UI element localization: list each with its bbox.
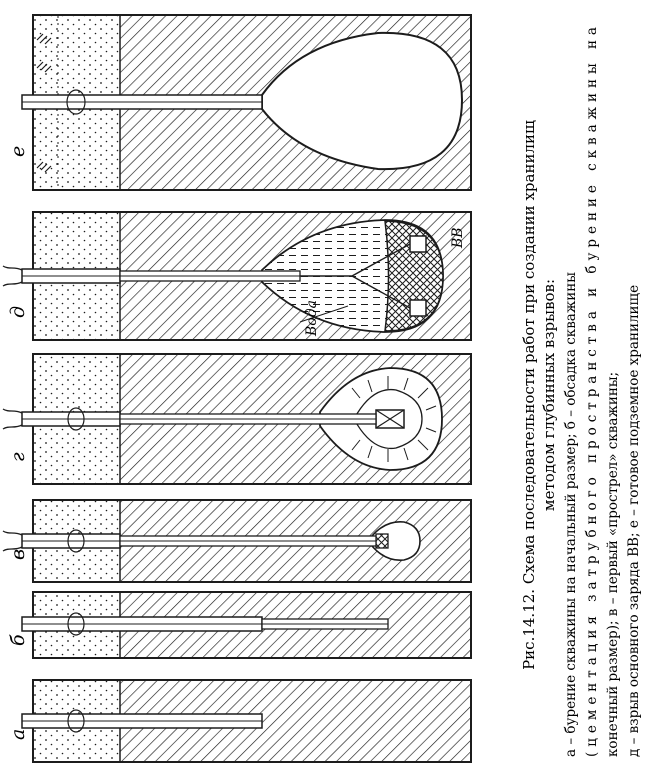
- panel-v-letter: в: [7, 548, 29, 560]
- panel-b-letter: б: [7, 634, 29, 646]
- panel-d-wires: [3, 266, 22, 286]
- panel-d-water-label: Вода: [304, 300, 320, 336]
- caption-line-1: а – бурение скважины на начальный размер; б – обсадка скважины: [563, 271, 579, 757]
- panel-g-letter: г: [7, 452, 29, 462]
- caption-title-line-1: Рис.14.12. Схема последовательности работ при создании хранилищ: [520, 120, 538, 670]
- caption-line-2: (цементация затрубного пространства и бурение скважины на: [584, 26, 600, 757]
- panel-a: [7, 680, 471, 762]
- panel-e-letter: е: [7, 145, 29, 157]
- panel-g-wires: [3, 409, 22, 429]
- panel-e: [7, 15, 471, 190]
- panel-d-charge-box-1: [410, 236, 426, 252]
- caption-line-4: д – взрыв основного заряда ВВ; е – готовое подземное хранилище: [626, 284, 642, 757]
- panel-a-letter: а: [7, 728, 29, 740]
- panel-d-charge-box-2: [410, 300, 426, 316]
- panel-v: [3, 500, 471, 582]
- panel-v-charge: [376, 534, 388, 548]
- panel-b: [7, 592, 471, 658]
- caption-title-line-2: методом глубинных взрывов:: [540, 278, 558, 512]
- panel-v-wires: [3, 531, 22, 551]
- panel-g: [3, 354, 471, 484]
- panel-d: [3, 212, 471, 340]
- panel-d-explosive-label: ВВ: [450, 227, 466, 248]
- caption: [520, 27, 642, 757]
- caption-line-3: конечный размер); в – первый «прострел» скважины;: [605, 371, 621, 757]
- panel-d-letter: д: [7, 305, 29, 318]
